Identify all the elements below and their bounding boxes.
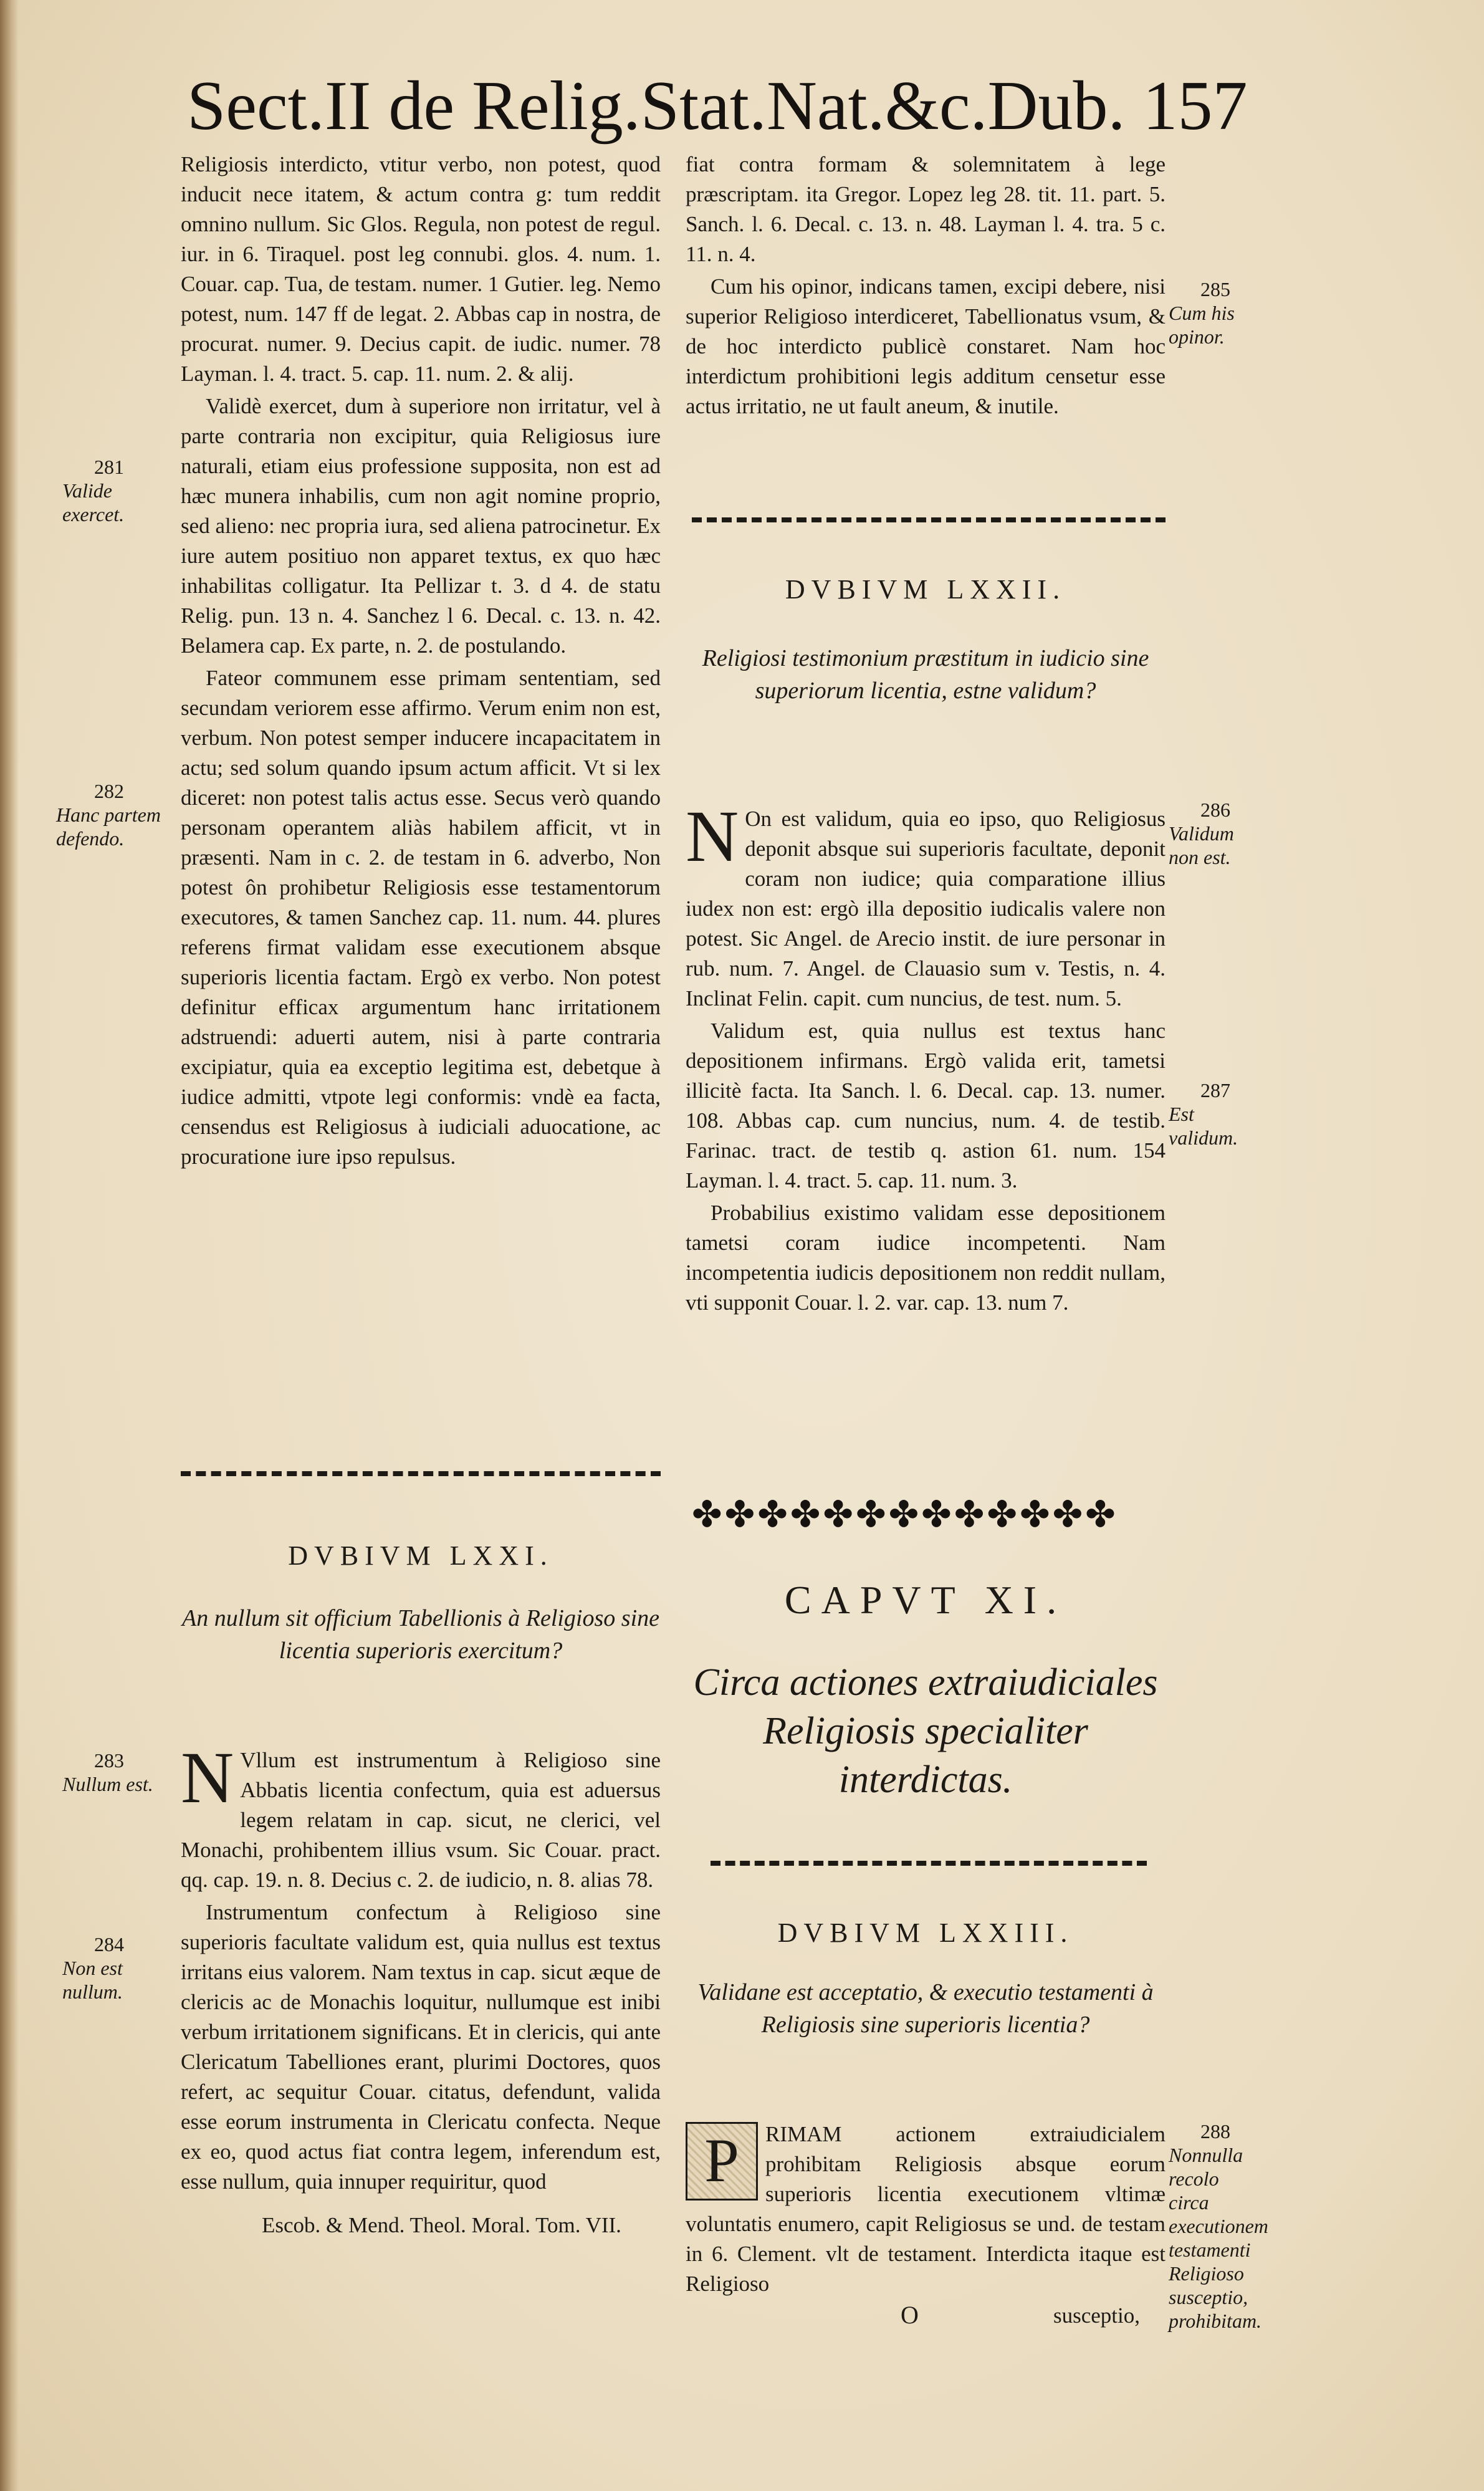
- paragraph: Religiosis interdicto, vtitur verbo, non potest, quod inducit nece itatem, & actum contra g: tum reddit omnino nullum. Sic Glos. Regula, non potest de regul. iur. in 6. Tiraquel. post leg connubi. glos. 4. num. 1. Couar. cap. Tua, de testam. numer. 1 Gutier. leg. Nemo potest, num. 147 ff de legat. 2. Abbas cap in nostra, de procurat. numer. 9. Decius capit. de iudic. numer. 78 Layman. l. 4. tract. 5. cap. 11. num. 2. & alij.: [181, 152, 661, 386]
- margin-note: 282 Hanc partem defendo.: [56, 780, 161, 850]
- margin-note: 281 Valide exercet.: [62, 456, 125, 526]
- paragraph: fiat contra formam & solemnitatem à lege præscriptam. ita Gregor. Lopez leg 28. tit. 11. part. 5. Sanch. l. 6. Decal. c. 13. n. 48. Layman l. 4. tra. 5 c. 11. n. 4.: [686, 152, 1166, 266]
- chapter-title: Circa actiones extraiudiciales Religiosis specialiter interdictas.: [693, 1661, 1158, 1801]
- margin-note: 285 Cum his opinor.: [1169, 278, 1235, 348]
- right-column-bottom: [686, 2119, 1166, 2319]
- catchword: susceptio,: [1053, 2303, 1141, 2328]
- chapter-heading: CAPVT XI.: [784, 1578, 1067, 1622]
- right-column-top: [686, 150, 1166, 474]
- paragraph: Instrumentum confectum à Religioso sine superioris facultate validum est, quia nullus est textus irritans eius valorem. Nam textus in cap. sicut æque de clericis ac de Monachis loquitur, nullumque est inibi verbum irritationem significans. Et in clericis, qui ante Clericatum Tabelliones erant, plurimi Doctores, quos refert, ac sequitur Couar. citatus, defendunt, valida esse eorum instrumenta in Clericatu confecta. Neque ex eo, quod actus fiat contra legem, inferendum est, esse nullum, quia innuper requiritur, quod: [181, 1900, 661, 2194]
- right-column-middle: [686, 795, 1166, 1459]
- dubium-question: Validane est acceptatio, & executio testamenti à Religiosis sine superioris licentia?: [697, 1979, 1154, 2038]
- paragraph: Cum his opinor, indicans tamen, excipi debere, nisi superior Religioso interdiceret, Tabellionatus vsum, & de hoc interdicto publicè constaret. Nam hoc interdictum prohibitioni legis additum censetur esse actus irritatio, ne ut fault aneum, & inutile.: [686, 274, 1166, 418]
- ornamental-drop-cap: P: [686, 2122, 758, 2201]
- dubium-heading: DVBIVM LXXIII.: [777, 1917, 1074, 1948]
- left-column-bottom: [181, 1737, 661, 2213]
- dubium-question: Religiosi testimonium præstitum in iudicio sine superiorum licentia, estne validum?: [702, 645, 1149, 704]
- paragraph: P RIMAM actionem extraiudicialem prohibitam Religiosis absque eorum superioris licentia executionem vltimæ voluntatis enumero, capit Religiosus se und. de testam in 6. Clement. vlt de testament. Interdicta itaque est Religioso: [686, 2122, 1166, 2296]
- drop-cap: N: [686, 795, 739, 877]
- running-head: Sect.II de Relig.Stat.Nat.&c.Dub. 157: [187, 67, 1248, 145]
- margin-note: 286 Validum non est.: [1169, 799, 1234, 868]
- paragraph: N Vllum est instrumentum à Religioso sine Abbatis licentia confectum, quia est aduersus legem relatam in cap. sicut, ne clerici, vel Monachi, prohibentem illius vsum. Sic Couar. pract. qq. cap. 19. n. 8. Decius c. 2. de iudicio, n. 8. alias 78.: [181, 1737, 661, 1892]
- section-divider: [181, 1471, 661, 1476]
- paragraph: Validè exercet, dum à superiore non irritatur, vel à parte contraria non excipitur, quia Religiosus iure naturali, etiam eius professione supposita, non est ad hæc munera inhabilis, cum non agit nomine proprio, sed alieno: nec propria iura, sed aliena patrocinetur. Ex iure autem positiuo non apparet textus, ex quo hæc inhabilitas colligatur. Ita Pellizar t. 3. d 4. de statu Relig. pun. 13 n. 4. Sanchez l 6. Decal. c. 13. n. 42. Belamera cap. Ex parte, n. 2. de postulando.: [181, 394, 661, 658]
- dubium-question: An nullum sit officium Tabellionis à Religioso sine licentia superioris exercitum?: [182, 1605, 659, 1664]
- section-divider: [692, 517, 1166, 522]
- margin-note: 287 Est validum.: [1169, 1079, 1238, 1149]
- ornamental-band: ✤✤✤✤✤✤✤✤✤✤✤✤✤: [692, 1493, 1118, 1535]
- left-column-top: [181, 150, 661, 1415]
- footer-attribution: Escob. & Mend. Theol. Moral. Tom. VII.: [262, 2213, 621, 2237]
- margin-note: 284 Non est nullum.: [62, 1933, 124, 2003]
- signature-mark: O: [901, 2301, 919, 2329]
- dubium-heading: DVBIVM LXXII.: [785, 574, 1066, 605]
- paragraph: Validum est, quia nullus est textus hanc depositionem infirmans. Ergò valida erit, tametsi illicitè facta. Ita Sanch. l. 6. Decal. cap. 13. numer. 108. Abbas cap. cum nuncius, num. 4. de testib. Farinac. tract. de testib q. astion 61. num. 154 Layman. l. 4. tract. 5. cap. 11. num. 3.: [686, 1019, 1166, 1193]
- drop-cap: N: [181, 1737, 234, 1818]
- section-divider: [711, 1861, 1147, 1866]
- page-spine-shadow: [0, 0, 19, 2491]
- margin-note: 283 Nullum est.: [62, 1749, 153, 1795]
- paragraph: Probabilius existimo validam esse depositionem tametsi coram iudice incompetenti. Nam incompetentia iudicis depositionem non reddit nullam, vti supponit Couar. l. 2. var. cap. 13. num 7.: [686, 1201, 1166, 1315]
- paragraph: Fateor communem esse primam sententiam, sed secundam veriorem esse affirmo. Verum enim non est, verbum. Non potest semper inducere incapacitatem in actu; sed solum quando ipsum actum afficit. Vt si lex diceret: non potest talis actus esse. Secus verò quando personam operantem aliàs habilem afficit, vt in præsenti. Nam in c. 2. de testam in 6. adverbo, Non potest ôn prohibetur Religiosis esse testamentorum executores, & tamen Sanchez cap. 11. num. 44. plures referens firmat validam esse executionem absque superioris licentia factam. Ergò ex verbo. Non potest definitur efficax argumentum hanc irritationem adstruendi: aduerti autem, nisi à parte contraria excipiatur, quia ea exceptio legitima est, debetque à iudice admitti, vtpote legi conformis: vndè ea facta, censendus est Religiosus à iudiciali aduocatione, ac procuratione iure ipso repulsus.: [181, 666, 661, 1169]
- margin-note: 288 Nonnulla recolo circa executionem testamenti Religioso susceptio, prohibitam.: [1169, 2120, 1268, 2332]
- paragraph: N On est validum, quia eo ipso, quo Religiosus deponit absque sui superioris facultate, deponit coram non iudice; quia comparatione illius iudex non est: ergò illa depositio iudicalis valere non potest. Sic Angel. de Arecio instit. de iure personar in rub. num. 7. Angel. de Clauasio sum v. Testis, n. 4. Inclinat Felin. capit. cum nuncius, de test. num. 5.: [686, 795, 1166, 1010]
- dubium-heading: DVBIVM LXXI.: [288, 1540, 553, 1571]
